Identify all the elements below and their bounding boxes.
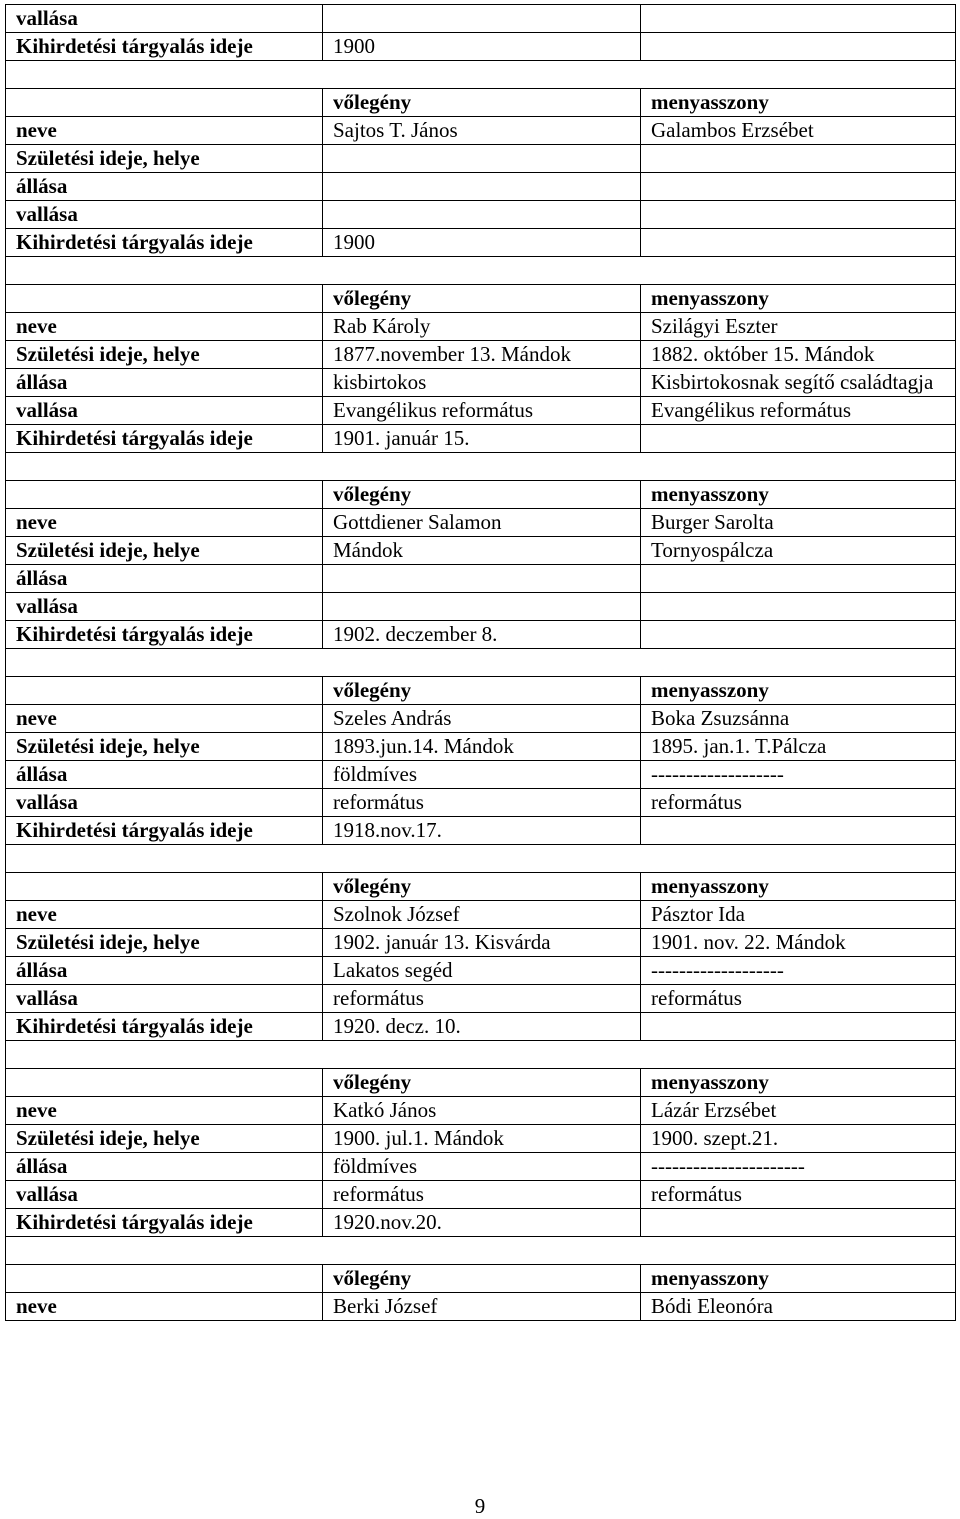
table-row <box>6 1125 956 1153</box>
table-row <box>6 705 956 733</box>
announcement-value: 1900 <box>323 33 641 61</box>
groom-name: Gottdiener Salamon <box>323 509 641 537</box>
table-row <box>6 5 956 33</box>
groom-header: vőlegény <box>323 873 641 901</box>
bride-header: menyasszony <box>641 677 956 705</box>
occupation-label: állása <box>6 761 323 789</box>
table-row <box>6 537 956 565</box>
announcement-label: Kihirdetési tárgyalás ideje <box>6 1013 323 1041</box>
occupation-label: állása <box>6 173 323 201</box>
empty-cell <box>641 817 956 845</box>
bride-header: menyasszony <box>641 873 956 901</box>
table-row <box>6 901 956 929</box>
table-row <box>6 1069 956 1097</box>
bride-name: Szilágyi Eszter <box>641 313 956 341</box>
separator-row <box>6 1041 956 1069</box>
table-row <box>6 425 956 453</box>
groom-name: Szolnok József <box>323 901 641 929</box>
table-row <box>6 117 956 145</box>
table-row <box>6 1265 956 1293</box>
table-row <box>6 453 956 481</box>
bride-religion <box>641 593 956 621</box>
marriage-records-table <box>5 4 956 1321</box>
groom-religion: református <box>323 985 641 1013</box>
bride-name: Bódi Eleonóra <box>641 1293 956 1321</box>
table-row <box>6 929 956 957</box>
birth-label: Születési ideje, helye <box>6 1125 323 1153</box>
groom-religion <box>323 201 641 229</box>
header-blank <box>6 89 323 117</box>
bride-birth: 1901. nov. 22. Mándok <box>641 929 956 957</box>
header-blank <box>6 1265 323 1293</box>
separator-row <box>6 845 956 873</box>
groom-header: vőlegény <box>323 285 641 313</box>
announcement-value: 1920. decz. 10. <box>323 1013 641 1041</box>
empty-cell <box>641 1013 956 1041</box>
bride-header: menyasszony <box>641 89 956 117</box>
announcement-value: 1918.nov.17. <box>323 817 641 845</box>
bride-birth: 1900. szept.21. <box>641 1125 956 1153</box>
separator-row <box>6 1237 956 1265</box>
table-row <box>6 845 956 873</box>
announcement-label: Kihirdetési tárgyalás ideje <box>6 229 323 257</box>
groom-header: vőlegény <box>323 1265 641 1293</box>
header-blank <box>6 873 323 901</box>
groom-occupation: kisbirtokos <box>323 369 641 397</box>
table-row <box>6 761 956 789</box>
groom-header: vőlegény <box>323 89 641 117</box>
separator-row <box>6 649 956 677</box>
header-blank <box>6 481 323 509</box>
separator-row <box>6 257 956 285</box>
header-blank <box>6 677 323 705</box>
announcement-label: Kihirdetési tárgyalás ideje <box>6 817 323 845</box>
table-row <box>6 397 956 425</box>
bride-birth: 1895. jan.1. T.Pálcza <box>641 733 956 761</box>
bride-birth: Tornyospálcza <box>641 537 956 565</box>
table-row <box>6 173 956 201</box>
occupation-label: állása <box>6 565 323 593</box>
separator-row <box>6 61 956 89</box>
religion-label: vallása <box>6 985 323 1013</box>
bride-religion: református <box>641 985 956 1013</box>
table-row <box>6 789 956 817</box>
groom-name: Sajtos T. János <box>323 117 641 145</box>
groom-occupation <box>323 173 641 201</box>
table-row <box>6 1153 956 1181</box>
table-row <box>6 733 956 761</box>
table-row <box>6 817 956 845</box>
bride-birth <box>641 145 956 173</box>
table-row <box>6 341 956 369</box>
groom-occupation: Lakatos segéd <box>323 957 641 985</box>
page-number: 9 <box>474 1494 486 1518</box>
table-row <box>6 985 956 1013</box>
bride-occupation <box>641 173 956 201</box>
table-row <box>6 33 956 61</box>
table-row <box>6 677 956 705</box>
table-row <box>6 565 956 593</box>
religion-label: vallása <box>6 5 323 33</box>
groom-header: vőlegény <box>323 1069 641 1097</box>
table-row <box>6 1097 956 1125</box>
birth-label: Születési ideje, helye <box>6 929 323 957</box>
occupation-label: állása <box>6 369 323 397</box>
announcement-value: 1902. deczember 8. <box>323 621 641 649</box>
table-row <box>6 957 956 985</box>
bride-name: Galambos Erzsébet <box>641 117 956 145</box>
birth-label: Születési ideje, helye <box>6 341 323 369</box>
occupation-label: állása <box>6 957 323 985</box>
bride-occupation: Kisbirtokosnak segítő családtagja <box>641 369 956 397</box>
name-label: neve <box>6 705 323 733</box>
groom-birth: 1900. jul.1. Mándok <box>323 1125 641 1153</box>
table-row <box>6 201 956 229</box>
bride-name: Burger Sarolta <box>641 509 956 537</box>
bride-occupation <box>641 565 956 593</box>
bride-religion <box>641 201 956 229</box>
table-row <box>6 1209 956 1237</box>
table-row <box>6 481 956 509</box>
groom-birth: 1893.jun.14. Mándok <box>323 733 641 761</box>
religion-label: vallása <box>6 1181 323 1209</box>
bride-occupation: ------------------- <box>641 761 956 789</box>
groom-birth: 1902. január 13. Kisvárda <box>323 929 641 957</box>
table-row <box>6 1181 956 1209</box>
table-row <box>6 621 956 649</box>
announcement-value: 1900 <box>323 229 641 257</box>
table-row <box>6 1293 956 1321</box>
groom-birth: Mándok <box>323 537 641 565</box>
groom-religion: református <box>323 1181 641 1209</box>
bride-birth: 1882. október 15. Mándok <box>641 341 956 369</box>
religion-label: vallása <box>6 397 323 425</box>
announcement-label: Kihirdetési tárgyalás ideje <box>6 1209 323 1237</box>
groom-religion: református <box>323 789 641 817</box>
name-label: neve <box>6 1293 323 1321</box>
table-row <box>6 89 956 117</box>
table-row <box>6 369 956 397</box>
birth-label: Születési ideje, helye <box>6 145 323 173</box>
empty-cell <box>641 1209 956 1237</box>
groom-occupation: földmíves <box>323 761 641 789</box>
groom-birth <box>323 145 641 173</box>
bride-header: menyasszony <box>641 481 956 509</box>
groom-occupation: földmíves <box>323 1153 641 1181</box>
bride-occupation: ---------------------- <box>641 1153 956 1181</box>
announcement-value: 1920.nov.20. <box>323 1209 641 1237</box>
table-row <box>6 229 956 257</box>
table-row <box>6 145 956 173</box>
table-row <box>6 649 956 677</box>
groom-header: vőlegény <box>323 481 641 509</box>
table-row <box>6 61 956 89</box>
empty-cell <box>641 621 956 649</box>
birth-label: Születési ideje, helye <box>6 733 323 761</box>
empty-cell <box>641 229 956 257</box>
name-label: neve <box>6 901 323 929</box>
bride-header: menyasszony <box>641 1069 956 1097</box>
name-label: neve <box>6 509 323 537</box>
table-row <box>6 593 956 621</box>
bride-name: Pásztor Ida <box>641 901 956 929</box>
bride-religion: református <box>641 1181 956 1209</box>
table-row <box>6 285 956 313</box>
announcement-label: Kihirdetési tárgyalás ideje <box>6 621 323 649</box>
bride-religion: református <box>641 789 956 817</box>
religion-label: vallása <box>6 789 323 817</box>
bride-header: menyasszony <box>641 285 956 313</box>
groom-birth: 1877.november 13. Mándok <box>323 341 641 369</box>
religion-label: vallása <box>6 201 323 229</box>
separator-row <box>6 453 956 481</box>
bride-occupation: ------------------- <box>641 957 956 985</box>
table-row <box>6 257 956 285</box>
table-row <box>6 1041 956 1069</box>
table-row <box>6 313 956 341</box>
table-row <box>6 1013 956 1041</box>
religion-label: vallása <box>6 593 323 621</box>
header-blank <box>6 1069 323 1097</box>
groom-occupation <box>323 565 641 593</box>
groom-header: vőlegény <box>323 677 641 705</box>
header-blank <box>6 285 323 313</box>
groom-name: Berki József <box>323 1293 641 1321</box>
bride-religion: Evangélikus református <box>641 397 956 425</box>
announcement-label: Kihirdetési tárgyalás ideje <box>6 33 323 61</box>
bride-name: Lázár Erzsébet <box>641 1097 956 1125</box>
groom-name: Rab Károly <box>323 313 641 341</box>
bride-header: menyasszony <box>641 1265 956 1293</box>
groom-religion <box>323 593 641 621</box>
groom-name: Katkó János <box>323 1097 641 1125</box>
name-label: neve <box>6 1097 323 1125</box>
empty-cell <box>641 425 956 453</box>
bride-name: Boka Zsuzsánna <box>641 705 956 733</box>
announcement-value: 1901. január 15. <box>323 425 641 453</box>
occupation-label: állása <box>6 1153 323 1181</box>
announcement-label: Kihirdetési tárgyalás ideje <box>6 425 323 453</box>
table-row <box>6 509 956 537</box>
table-row <box>6 1237 956 1265</box>
groom-religion: Evangélikus református <box>323 397 641 425</box>
name-label: neve <box>6 313 323 341</box>
name-label: neve <box>6 117 323 145</box>
table-row <box>6 873 956 901</box>
groom-name: Szeles András <box>323 705 641 733</box>
birth-label: Születési ideje, helye <box>6 537 323 565</box>
